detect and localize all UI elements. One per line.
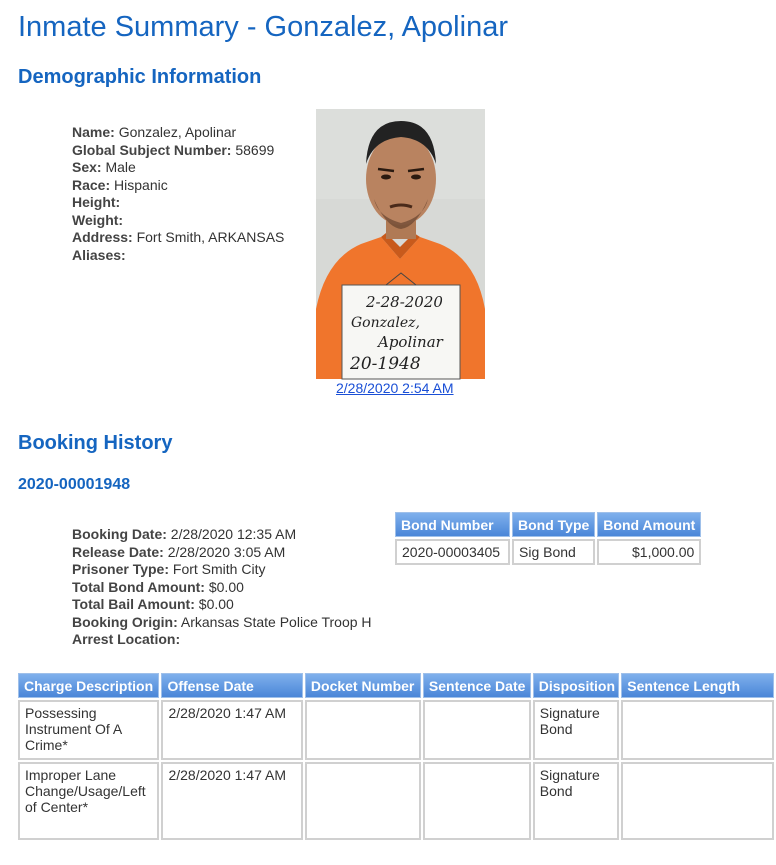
field-label: Total Bail Amount:	[72, 596, 195, 612]
field-total-bond-amount	[72, 579, 372, 597]
field-label: Weight:	[72, 211, 124, 228]
field-arrest-location	[72, 631, 372, 649]
field-label: Name:	[72, 124, 115, 140]
field-sex	[72, 159, 284, 177]
bond-amount-cell: $1,000.00	[597, 539, 701, 565]
offense-date-cell: 2/28/2020 1:47 AM	[161, 700, 302, 760]
field-label: Global Subject Number:	[72, 141, 232, 158]
placard-line-surname: Gonzalez,	[351, 315, 420, 331]
col-offense-date[interactable]: Offense Date	[161, 673, 302, 698]
field-label: Race:	[72, 176, 111, 193]
bond-number-cell: 2020-00003405	[395, 539, 510, 565]
inmate-photo[interactable]	[316, 109, 485, 379]
col-bond-number[interactable]: Bond Number	[395, 512, 510, 537]
field-total-bail-amount	[72, 596, 372, 614]
field-label: Sex:	[72, 159, 102, 175]
field-label: Booking Date:	[72, 526, 167, 542]
sentence-length-cell	[621, 762, 774, 840]
col-sentence-length[interactable]: Sentence Length	[621, 673, 774, 698]
field-name	[72, 124, 284, 142]
placard-line-given-name: Apolinar	[378, 333, 443, 351]
disposition-cell: Signature Bond	[533, 700, 620, 760]
sentence-date-cell	[423, 700, 531, 760]
field-value: 2/28/2020 3:05 AM	[167, 543, 286, 560]
demographic-fields	[72, 124, 284, 264]
bond-type-cell: Sig Bond	[512, 539, 595, 565]
field-address	[72, 229, 284, 247]
col-disposition[interactable]: Disposition	[533, 673, 620, 698]
table-row	[18, 762, 774, 840]
booking-fields	[72, 526, 372, 649]
field-value: 2/28/2020 12:35 AM	[170, 526, 297, 542]
charge-description-cell: Improper Lane Change/Usage/Left of Center*	[18, 762, 159, 840]
col-bond-amount[interactable]: Bond Amount	[597, 512, 701, 537]
table-row	[395, 539, 701, 565]
field-label: Booking Origin:	[72, 613, 178, 630]
bond-table-header-row	[395, 512, 701, 537]
booking-number-heading: 2020-00001948	[18, 476, 131, 493]
col-sentence-date[interactable]: Sentence Date	[423, 673, 531, 698]
field-value: Fort Smith City	[172, 561, 266, 577]
field-label: Arrest Location:	[72, 631, 181, 647]
mugshot-image	[316, 109, 485, 379]
page-title: Inmate Summary - Gonzalez, Apolinar	[18, 11, 508, 43]
booking-history-heading: Booking History	[18, 432, 173, 454]
table-row	[18, 700, 774, 760]
charges-table-wrapper	[16, 671, 741, 865]
field-booking-origin	[72, 614, 372, 632]
col-docket-number[interactable]: Docket Number	[305, 673, 421, 698]
docket-number-cell	[305, 700, 421, 760]
sentence-date-cell	[423, 762, 531, 840]
field-value: Male	[105, 159, 136, 175]
disposition-cell: Signature Bond	[533, 762, 620, 840]
field-value: Arkansas State Police Troop H	[180, 613, 372, 630]
field-aliases	[72, 247, 284, 265]
field-value: Hispanic	[114, 176, 168, 193]
charges-header-row	[18, 673, 774, 698]
offense-date-cell: 2/28/2020 1:47 AM	[161, 762, 302, 840]
field-height	[72, 194, 284, 212]
photo-date-link[interactable]: 2/28/2020 2:54 AM	[336, 380, 454, 396]
demographics-heading: Demographic Information	[18, 66, 262, 88]
field-value: Gonzalez, Apolinar	[118, 124, 237, 140]
placard-line-booking: 20-1948	[350, 354, 421, 374]
field-race	[72, 177, 284, 195]
col-charge-description[interactable]: Charge Description	[18, 673, 159, 698]
charges-table	[16, 671, 776, 842]
field-prisoner-type	[72, 561, 372, 579]
field-value: Fort Smith, ARKANSAS	[136, 229, 285, 245]
field-value: 58699	[235, 141, 275, 158]
field-release-date	[72, 544, 372, 562]
bond-table	[393, 510, 703, 567]
field-label: Height:	[72, 194, 121, 210]
field-value: $0.00	[208, 578, 244, 595]
field-label: Aliases:	[72, 246, 126, 263]
field-label: Address:	[72, 229, 133, 245]
field-weight	[72, 212, 284, 230]
field-label: Prisoner Type:	[72, 561, 169, 577]
field-label: Total Bond Amount:	[72, 578, 205, 595]
placard-line-date: 2-28-2020	[366, 293, 443, 311]
charge-description-cell: Possessing Instrument Of A Crime*	[18, 700, 159, 760]
docket-number-cell	[305, 762, 421, 840]
col-bond-type[interactable]: Bond Type	[512, 512, 595, 537]
field-booking-date	[72, 526, 372, 544]
field-value: $0.00	[198, 596, 234, 612]
sentence-length-cell	[621, 700, 774, 760]
field-global-subject-number	[72, 142, 284, 160]
field-label: Release Date:	[72, 543, 164, 560]
